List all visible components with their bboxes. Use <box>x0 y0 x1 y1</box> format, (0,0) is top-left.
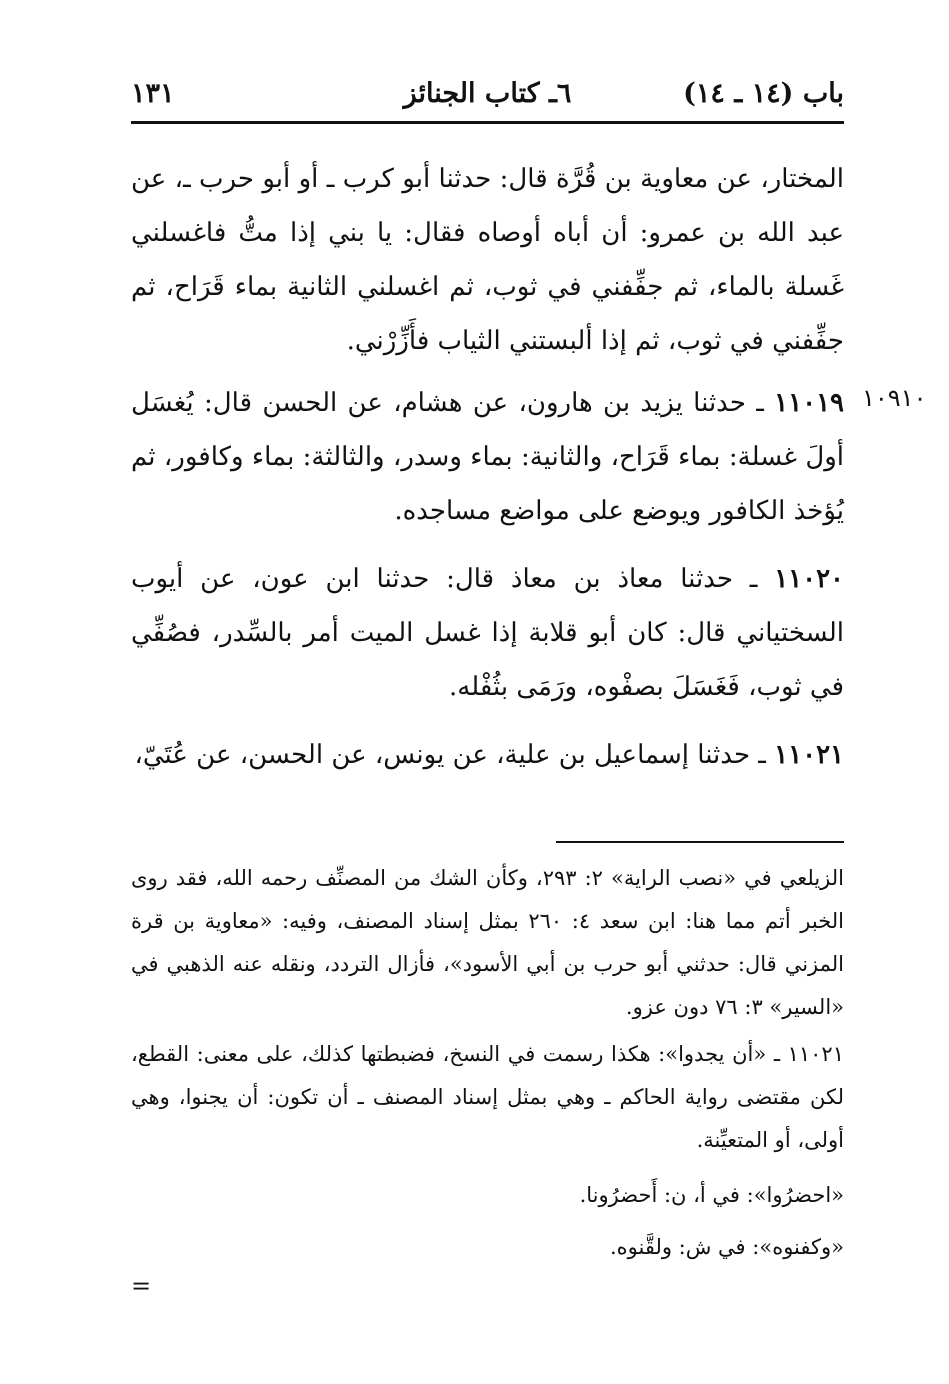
footnote: «وكفنوه»: في ش: ولقَّنوه. <box>609 1235 844 1259</box>
footnote: الزيلعي في «نصب الراية» ٢: ٢٩٣، وكأن الشك من المصنِّف رحمه الله، فقد روى الخبر أتم مما هنا: ابن سعد ٤: ٢٦٠ بمثل إسناد المصنف، وفيه: «معاوية بن قرة المزني قال: حدثني أبو حرب بن أبي الأسود»، فأزال التردد، ونقله عنه الذهبي في «السير» ٣: ٧٦ دون عزو. <box>131 866 845 1019</box>
hadith-paragraph <box>131 728 844 782</box>
header-rule <box>131 121 844 124</box>
hadith-text: ـ حدثنا معاذ بن معاذ قال: حدثنا ابن عون، عن أيوب السختياني قال: كان أبو قلابة إذا غسل الميت أمر بالسِّدر، فصُفِّي في ثوب، فَغَسَلَ بصفْوه، ورَمَى بثُفْله. <box>131 564 844 702</box>
page-header <box>131 74 844 122</box>
continuation-paragraph: المختار، عن معاوية بن قُرَّة قال: حدثنا أبو كرب ـ أو أبو حرب ـ، عن عبد الله بن عمرو: أن أباه أوصاه فقال: يا بني إذا متُّ فاغسلني غَسلة بالماء، ثم جفِّفني في ثوب، ثم اغسلني الثانية بماء قَرَاح، ثم جفِّفني في ثوب، ثم إذا ألبستني الثياب فأَزِّرْني. <box>131 164 844 356</box>
margin-reference: ١٠٩١٠ <box>862 384 927 412</box>
chapter-range: باب (١٤ ـ ١٤) <box>683 78 844 109</box>
hadith-number: ١١٠٢٠ <box>774 564 845 594</box>
footnote: «احضرُوا»: في أ، ن: أَحضرُونا. <box>579 1183 844 1207</box>
hadith-number: ١١٠٢١ <box>774 740 844 770</box>
hadith-number: ١١٠١٩ <box>774 388 844 418</box>
continuation-mark: = <box>131 1272 152 1300</box>
hadith-text: ـ حدثنا إسماعيل بن علية، عن يونس، عن الحسن، عن عُتَيّ، <box>134 740 766 770</box>
hadith-paragraph <box>131 376 844 538</box>
footnote-rule <box>556 841 844 843</box>
hadith-text: ـ حدثنا يزيد بن هارون، عن هشام، عن الحسن قال: يُغسَل أولَ غسلة: بماء قَرَاح، والثانية: بماء وسدر، والثالثة: بماء وكافور، ثم يُؤخذ الكافور ويوضع على مواضع مساجده. <box>131 388 844 526</box>
page-number: ١٣١ <box>131 78 175 109</box>
book-title: ٦ـ كتاب الجنائز <box>403 78 572 109</box>
hadith-paragraph <box>131 552 844 714</box>
footnote: ١١٠٢١ ـ «أن يجدوا»: هكذا رسمت في النسخ، فضبطتها كذلك، على معنى: القطع، لكن مقتضى رواية الحاكم ـ وهي بمثل إسناد المصنف ـ أن تكون: أن يجنوا، وهي أولى، أو المتعيِّنة. <box>131 1042 844 1152</box>
